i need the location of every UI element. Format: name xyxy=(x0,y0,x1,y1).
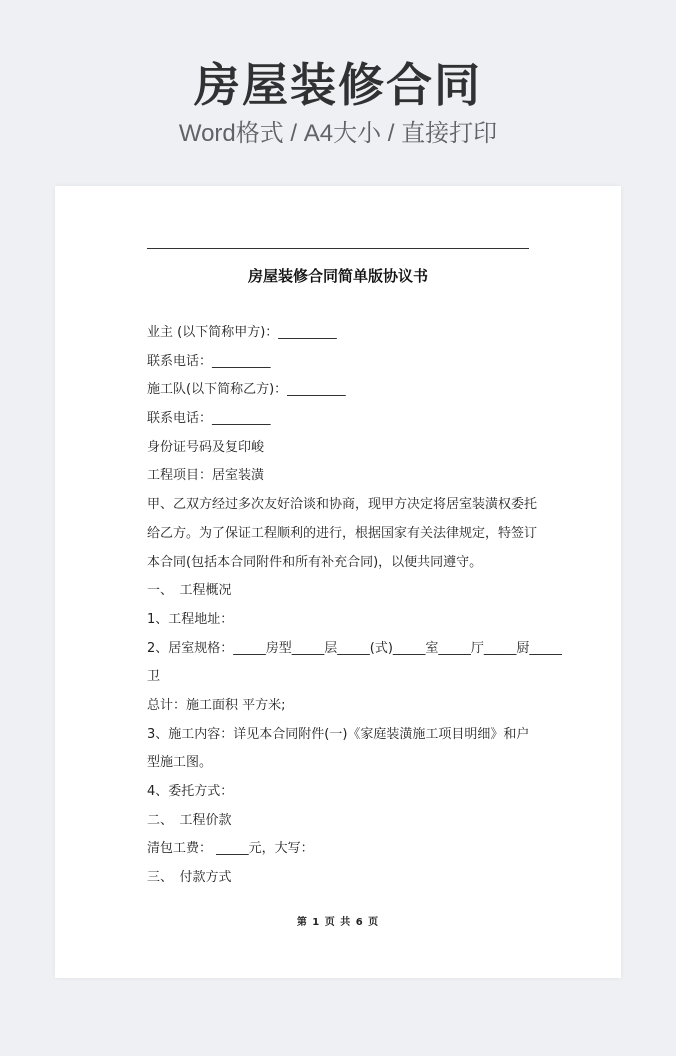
agreement-paragraph-line-1: 甲、乙双方经过多次友好洽谈和协商，现甲方决定将居室装潢权委托 xyxy=(147,497,538,513)
project-address-line: 1、工程地址： xyxy=(147,611,234,627)
owner-line: 业主 (以下简称甲方)：_________ xyxy=(147,325,337,340)
page-number: 第 1 页 共 6 页 xyxy=(296,917,380,928)
agreement-paragraph-line-3: 本合同(包括本合同附件和所有补充合同)，以便共同遵守。 xyxy=(147,554,483,570)
document-title: 房屋装修合同简单版协议书 xyxy=(247,267,428,285)
room-spec-line: 2、居室规格：_____房型_____层_____(式)_____室_____厅_____厨_____ xyxy=(147,640,562,656)
project-line: 工程项目：居室装潢 xyxy=(147,468,265,484)
document-body xyxy=(147,319,562,893)
work-content-line-2: 型施工图。 xyxy=(147,755,213,771)
contractor-line: 施工队(以下简称乙方)：_________ xyxy=(147,382,346,398)
work-content-line-1: 3、施工内容：详见本合同附件(一)《家庭装潢施工项目明细》和户 xyxy=(147,726,530,742)
labor-fee-line: 清包工费： _____元，大写： xyxy=(147,841,314,857)
area-total-line: 总计：施工面积 平方米; xyxy=(147,697,286,713)
agreement-paragraph-line-2: 给乙方。为了保证工程顺利的进行，根据国家有关法律规定，特签订 xyxy=(147,525,538,541)
section-heading-2: 二、 工程价款 xyxy=(147,812,232,828)
banner-subtitle: Word格式 / A4大小 / 直接打印 xyxy=(178,120,498,147)
document-page xyxy=(55,186,621,978)
header-rule xyxy=(147,248,529,249)
section-heading-1: 一、 工程概况 xyxy=(147,583,232,599)
banner-title: 房屋装修合同 xyxy=(194,58,482,112)
delegation-method-line: 4、委托方式： xyxy=(147,784,234,799)
section-heading-3: 三、 付款方式 xyxy=(147,870,232,886)
room-spec-line-cont: 卫 xyxy=(147,669,161,685)
banner xyxy=(0,0,676,186)
contractor-phone-line: 联系电话：_________ xyxy=(147,411,271,427)
owner-phone-line: 联系电话：_________ xyxy=(147,353,271,369)
id-copy-line: 身份证号码及复印峻 xyxy=(147,439,265,455)
